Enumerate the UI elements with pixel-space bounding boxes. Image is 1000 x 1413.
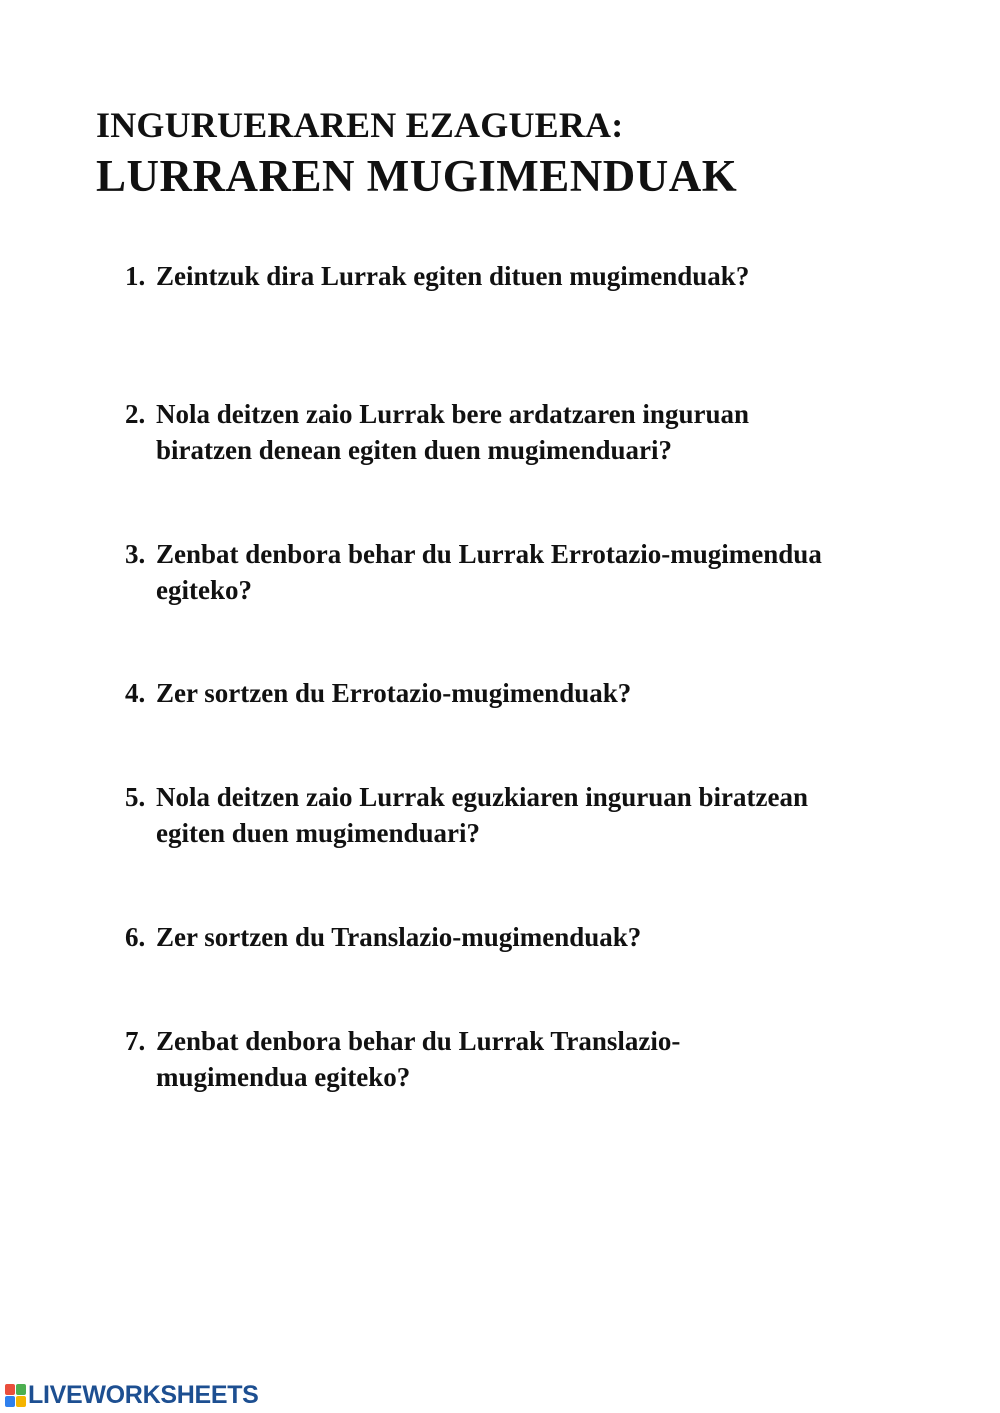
question-text: Zer sortzen du Errotazio-mugimenduak? [156, 678, 632, 708]
question-number: 3. [125, 539, 146, 569]
question-4 [125, 675, 925, 711]
question-2 [125, 396, 925, 468]
page-title-topic: LURRAREN MUGIMENDUAK [96, 151, 738, 201]
question-7 [125, 1023, 925, 1095]
question-number: 7. [125, 1026, 146, 1056]
question-text: Zeintzuk dira Lurrak egiten dituen mugimenduak? [156, 261, 750, 291]
question-3 [125, 536, 925, 608]
question-number: 2. [125, 399, 146, 429]
logo-cell [16, 1396, 26, 1407]
question-text: Nola deitzen zaio Lurrak bere ardatzaren inguruan [156, 399, 749, 429]
question-number: 6. [125, 922, 146, 952]
question-text-continued: mugimendua egiteko? [156, 1062, 411, 1092]
question-text-continued: egiteko? [156, 575, 252, 605]
question-number: 1. [125, 261, 146, 291]
liveworksheets-logo-icon [5, 1384, 26, 1407]
question-text: Nola deitzen zaio Lurrak eguzkiaren inguruan biratzean [156, 782, 808, 812]
logo-cell [16, 1384, 26, 1395]
question-1 [125, 258, 925, 294]
question-text-continued: egiten duen mugimenduari? [156, 818, 481, 848]
question-number: 5. [125, 782, 146, 812]
brand-name: LIVEWORKSHEETS [28, 1380, 259, 1409]
logo-cell [5, 1384, 15, 1395]
question-number: 4. [125, 678, 146, 708]
question-text: Zer sortzen du Translazio-mugimenduak? [156, 922, 642, 952]
question-text: Zenbat denbora behar du Lurrak Errotazio-mugimendua [156, 539, 822, 569]
question-text-continued: biratzen denean egiten duen mugimenduari? [156, 435, 673, 465]
question-text: Zenbat denbora behar du Lurrak Translazio- [156, 1026, 681, 1056]
page-title-subject: INGURUERAREN EZAGUERA: [96, 105, 624, 145]
question-5 [125, 779, 925, 851]
footer-brand [5, 1380, 259, 1410]
question-6 [125, 919, 925, 955]
logo-cell [5, 1396, 15, 1407]
